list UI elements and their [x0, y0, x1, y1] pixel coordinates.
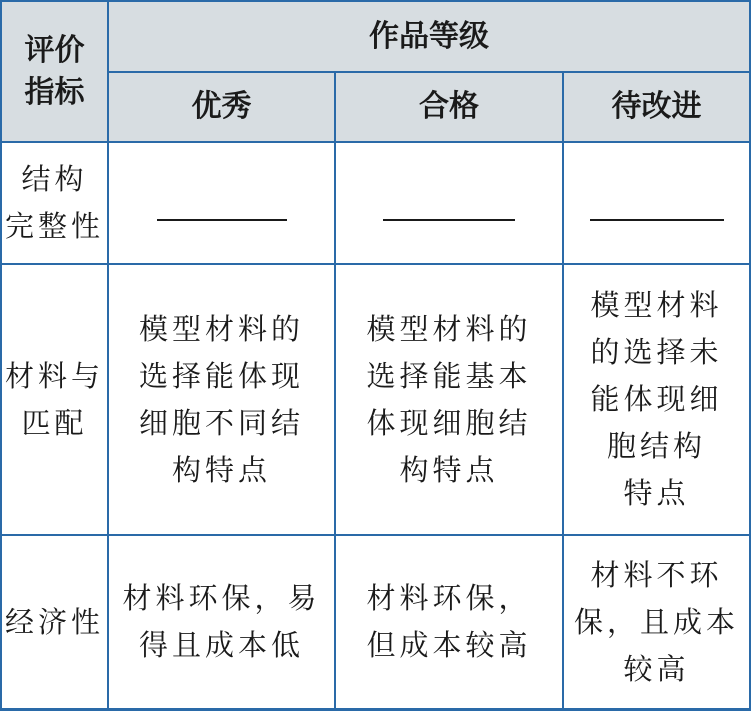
- answer-blank-line: [590, 219, 724, 221]
- answer-blank-cell: [109, 143, 334, 263]
- grade-cell: 模型材料的 选择能基本 体现细胞结 构特点: [366, 311, 532, 487]
- level-header-excellent: 优秀: [191, 89, 252, 124]
- criterion-material: 材料与 匹配: [4, 358, 104, 440]
- grade-cell: 材料环保， 但成本较高: [366, 581, 532, 662]
- grade-cell: 模型材料的 选择能体现 细胞不同结 构特点: [138, 311, 304, 487]
- answer-blank-line: [383, 219, 515, 221]
- level-header-improve: 待改进: [611, 89, 702, 124]
- grade-cell: 材料不环 保，且成本 较高: [573, 557, 739, 686]
- answer-blank-cell: [564, 143, 749, 263]
- grade-cell: 材料环保，易 得且成本低: [122, 581, 321, 662]
- criterion-structure: 结构 完整性: [4, 162, 104, 243]
- grade-group-header: 作品等级: [369, 18, 489, 54]
- level-header-qualified: 合格: [419, 89, 479, 124]
- grade-cell: 模型材料 的选择未 能体现细 胞结构 特点: [590, 288, 723, 510]
- answer-blank-cell: [336, 143, 562, 263]
- corner-header-cell: 评价 指标: [24, 32, 85, 110]
- criterion-economy: 经济性: [4, 604, 104, 639]
- answer-blank-line: [157, 219, 287, 221]
